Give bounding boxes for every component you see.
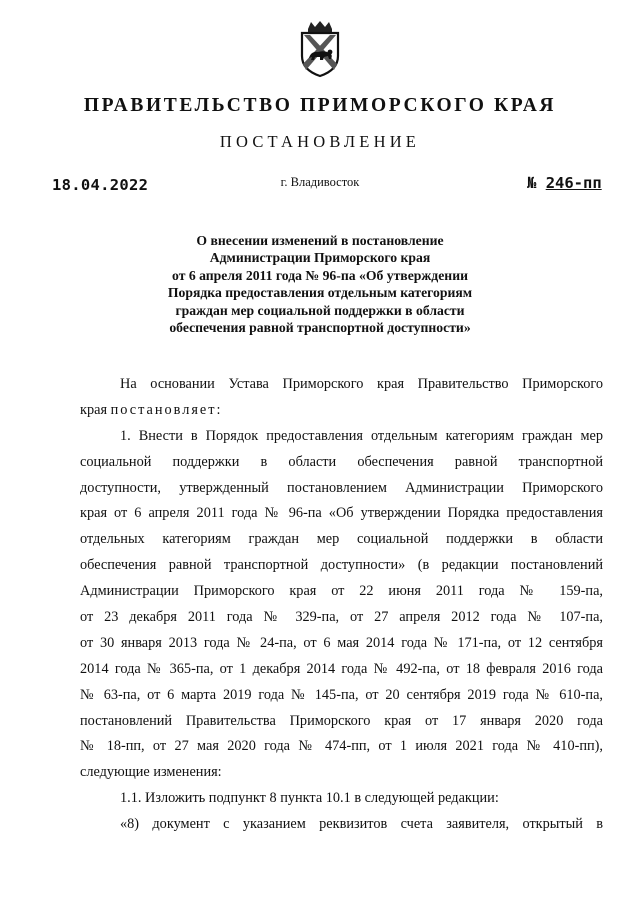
document-type: ПОСТАНОВЛЕНИЕ — [219, 132, 421, 151]
paragraph-line: следующие изменения: — [80, 764, 222, 781]
document-body — [80, 372, 603, 838]
paragraph-line: 1.1. Изложить подпункт 8 пункта 10.1 в следующей редакции: — [120, 790, 499, 807]
document-city: г. Владивосток — [280, 175, 360, 189]
paragraph-line: социальной поддержки в области обеспечения равной транспортной — [80, 453, 603, 470]
paragraph-line: № 63-па, от 6 марта 2019 года № 145-па, от 20 сентября 2019 года № 610-па, — [80, 686, 603, 703]
resolves-word: постановляет: — [110, 401, 223, 418]
paragraph-line: «8) документ с указанием реквизитов счета заявителя, открытый в — [120, 816, 603, 833]
paragraph-line: № 18-пп, от 27 мая 2020 года № 474-пп, от 1 июля 2021 года № 410-пп), — [80, 738, 603, 755]
heading-line: О внесении изменений в постановление — [196, 233, 444, 248]
heading-line: от 6 апреля 2011 года № 96-па «Об утверждении — [172, 267, 468, 283]
paragraph-line: обеспечения равной транспортной доступности» (в редакции постановлений — [80, 557, 603, 574]
heading-line: Порядка предоставления отдельным категориям — [167, 285, 473, 301]
number-prefix: № — [527, 174, 537, 192]
intro-line: На основании Устава Приморского края Правительство Приморского — [120, 376, 603, 392]
paragraph-line: от 23 декабря 2011 года № 329-па, от 27 апреля 2012 года № 107-па, — [80, 609, 603, 626]
paragraph-line: доступности, утвержденный постановлением Администрации Приморского — [80, 479, 603, 496]
heading-line: Администрации Приморского края — [209, 250, 431, 266]
heading-line: граждан мер социальной поддержки в области — [175, 302, 465, 318]
government-title: ПРАВИТЕЛЬСТВО ПРИМОРСКОГО КРАЯ — [83, 95, 557, 116]
heading-line: обеспечения равной транспортной доступности» — [169, 320, 471, 336]
paragraph-line: 2014 года № 365-па, от 1 декабря 2014 года № 492-па, от 18 февраля 2016 года — [80, 660, 603, 677]
number-value: 246-пп — [545, 174, 602, 192]
coat-of-arms-icon — [297, 20, 343, 78]
paragraph-line: отдельных категориям граждан мер социальной поддержки в области — [80, 531, 603, 548]
paragraph-line: 1. Внести в Порядок предоставления отдельным категориям граждан мер — [120, 427, 603, 444]
paragraph-line: края от 6 апреля 2011 года № 96-па «Об утверждении Порядка предоставления — [80, 505, 603, 522]
intro-line — [80, 398, 603, 424]
paragraph-line: постановлений Правительства Приморского края от 17 января 2020 года — [80, 712, 603, 729]
document-number — [527, 174, 602, 192]
document-heading — [0, 232, 640, 336]
document-date: 18.04.2022 — [52, 176, 149, 194]
intro-text: края — [80, 401, 111, 418]
paragraph-line: Администрации Приморского края от 22 июня 2011 года № 159-па, — [80, 583, 603, 600]
paragraph-line: от 30 января 2013 года № 24-па, от 6 мая 2014 года № 171-па, от 12 сентября — [80, 634, 603, 651]
